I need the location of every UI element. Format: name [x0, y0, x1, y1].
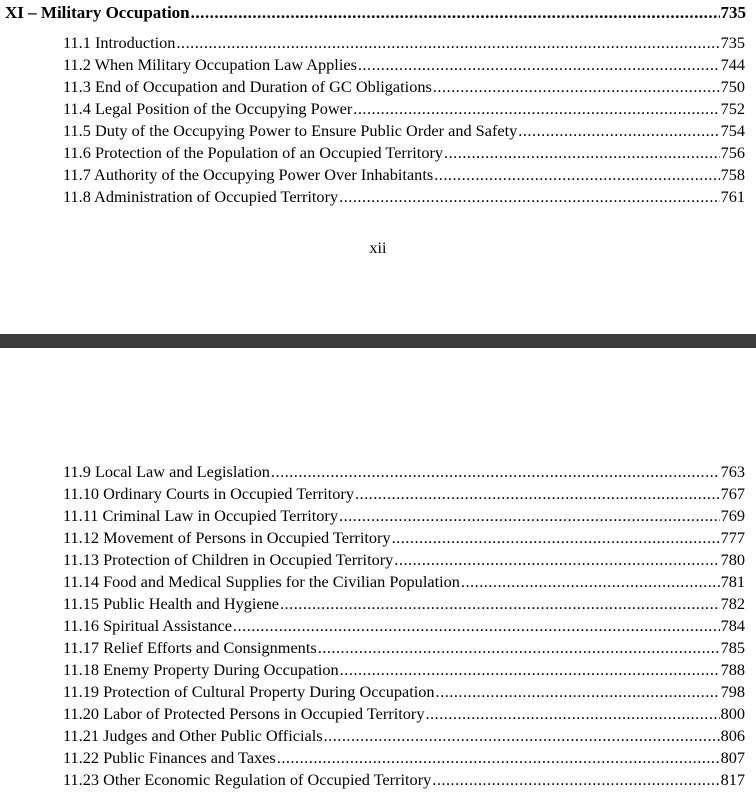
toc-entry-11-21[interactable] [63, 725, 745, 747]
toc-entry-page: 784 [720, 616, 745, 635]
dot-leader [518, 120, 719, 142]
toc-entry-title: 11.14 Food and Medical Supplies for the Civilian Population [63, 572, 460, 591]
chapter-page-number: 735 [720, 3, 746, 22]
toc-entry-11-18[interactable] [63, 659, 745, 681]
toc-entry-11-23[interactable] [63, 769, 745, 791]
toc-entry-title: 11.23 Other Economic Regulation of Occupied Territory [63, 770, 432, 789]
toc-entry-title: 11.2 When Military Occupation Law Applies [63, 55, 357, 74]
toc-entry-11-6[interactable] [63, 142, 745, 164]
dot-leader [444, 142, 720, 164]
dot-leader [432, 769, 719, 791]
toc-entry-page: 788 [720, 660, 745, 679]
dot-leader [191, 2, 720, 24]
dot-leader [434, 164, 719, 186]
toc-chapter-entry[interactable] [5, 2, 746, 24]
toc-entry-11-12[interactable] [63, 527, 745, 549]
toc-entry-title: 11.11 Criminal Law in Occupied Territory [63, 506, 338, 525]
dot-leader [339, 186, 719, 208]
dot-leader [318, 637, 720, 659]
toc-entry-11-20[interactable] [63, 703, 745, 725]
toc-entry-page: 752 [720, 99, 745, 118]
toc-entry-title: 11.13 Protection of Children in Occupied Territory [63, 550, 394, 569]
toc-entry-title: 11.3 End of Occupation and Duration of GC Obligations [63, 77, 432, 96]
toc-entry-page: 817 [720, 770, 745, 789]
dot-leader [425, 703, 719, 725]
toc-entry-page: 754 [720, 121, 745, 140]
dot-leader [271, 461, 720, 483]
toc-entry-page: 807 [720, 748, 745, 767]
toc-entry-page: 806 [720, 726, 745, 745]
toc-entry-page: 800 [720, 704, 745, 723]
toc-entry-11-15[interactable] [63, 593, 745, 615]
toc-entry-title: 11.1 Introduction [63, 33, 176, 52]
toc-entry-title: 11.8 Administration of Occupied Territory [63, 187, 339, 206]
toc-entry-11-11[interactable] [63, 505, 745, 527]
toc-entry-title: 11.17 Relief Efforts and Consignments [63, 638, 317, 657]
toc-entry-title: 11.21 Judges and Other Public Officials [63, 726, 323, 745]
dot-leader [355, 483, 720, 505]
dot-leader [436, 681, 720, 703]
toc-entry-page: 763 [720, 462, 745, 481]
toc-entry-11-17[interactable] [63, 637, 745, 659]
toc-entry-title: 11.15 Public Health and Hygiene [63, 594, 279, 613]
dot-leader [339, 505, 720, 527]
toc-entry-11-3[interactable] [63, 76, 745, 98]
toc-entry-11-22[interactable] [63, 747, 745, 769]
toc-entry-title: 11.5 Duty of the Occupying Power to Ensure Public Order and Safety [63, 121, 518, 140]
toc-entry-page: 750 [720, 77, 745, 96]
dot-leader [324, 725, 720, 747]
dot-leader [277, 747, 720, 769]
toc-entry-title: 11.10 Ordinary Courts in Occupied Territory [63, 484, 354, 503]
toc-entry-page: 798 [720, 682, 745, 701]
toc-entry-11-19[interactable] [63, 681, 745, 703]
dot-leader [358, 54, 720, 76]
toc-entry-title: 11.22 Public Finances and Taxes [63, 748, 276, 767]
toc-entry-11-10[interactable] [63, 483, 745, 505]
toc-entry-page: 781 [720, 572, 745, 591]
toc-entry-11-4[interactable] [63, 98, 745, 120]
toc-entry-title: 11.9 Local Law and Legislation [63, 462, 270, 481]
toc-entry-page: 777 [720, 528, 745, 547]
dot-leader [394, 549, 719, 571]
dot-leader [461, 571, 720, 593]
toc-entry-title: 11.19 Protection of Cultural Property During Occupation [63, 682, 435, 701]
toc-entry-page: 744 [720, 55, 745, 74]
dot-leader [433, 76, 720, 98]
toc-entry-11-5[interactable] [63, 120, 745, 142]
toc-entry-title: 11.16 Spiritual Assistance [63, 616, 232, 635]
toc-entry-11-7[interactable] [63, 164, 745, 186]
toc-entry-11-1[interactable] [63, 32, 745, 54]
toc-entry-page: 767 [720, 484, 745, 503]
page-number: xii [369, 240, 387, 257]
toc-entry-11-14[interactable] [63, 571, 745, 593]
toc-entry-11-9[interactable] [63, 461, 745, 483]
dot-leader [176, 32, 719, 54]
toc-entry-title: 11.20 Labor of Protected Persons in Occupied Territory [63, 704, 425, 723]
toc-entry-page: 785 [720, 638, 745, 657]
toc-entry-11-8[interactable] [63, 186, 745, 208]
page-break-divider [0, 334, 756, 348]
toc-entry-11-2[interactable] [63, 54, 745, 76]
toc-entry-title: 11.4 Legal Position of the Occupying Power [63, 99, 353, 118]
toc-entry-page: 761 [720, 187, 745, 206]
toc-entry-page: 780 [720, 550, 745, 569]
dot-leader [353, 98, 719, 120]
dot-leader [392, 527, 720, 549]
toc-entry-title: 11.12 Movement of Persons in Occupied Territory [63, 528, 391, 547]
dot-leader [233, 615, 720, 637]
toc-entry-title: 11.6 Protection of the Population of an Occupied Territory [63, 143, 444, 162]
toc-entry-page: 782 [720, 594, 745, 613]
dot-leader [340, 659, 720, 681]
toc-entry-title: 11.18 Enemy Property During Occupation [63, 660, 339, 679]
toc-entry-page: 735 [720, 33, 745, 52]
toc-entry-page: 769 [720, 506, 745, 525]
toc-entry-title: 11.7 Authority of the Occupying Power Over Inhabitants [63, 165, 434, 184]
chapter-title: XI – Military Occupation [5, 3, 190, 22]
toc-entry-11-16[interactable] [63, 615, 745, 637]
toc-entry-11-13[interactable] [63, 549, 745, 571]
toc-entry-page: 758 [720, 165, 745, 184]
toc-entry-page: 756 [720, 143, 745, 162]
dot-leader [280, 593, 720, 615]
